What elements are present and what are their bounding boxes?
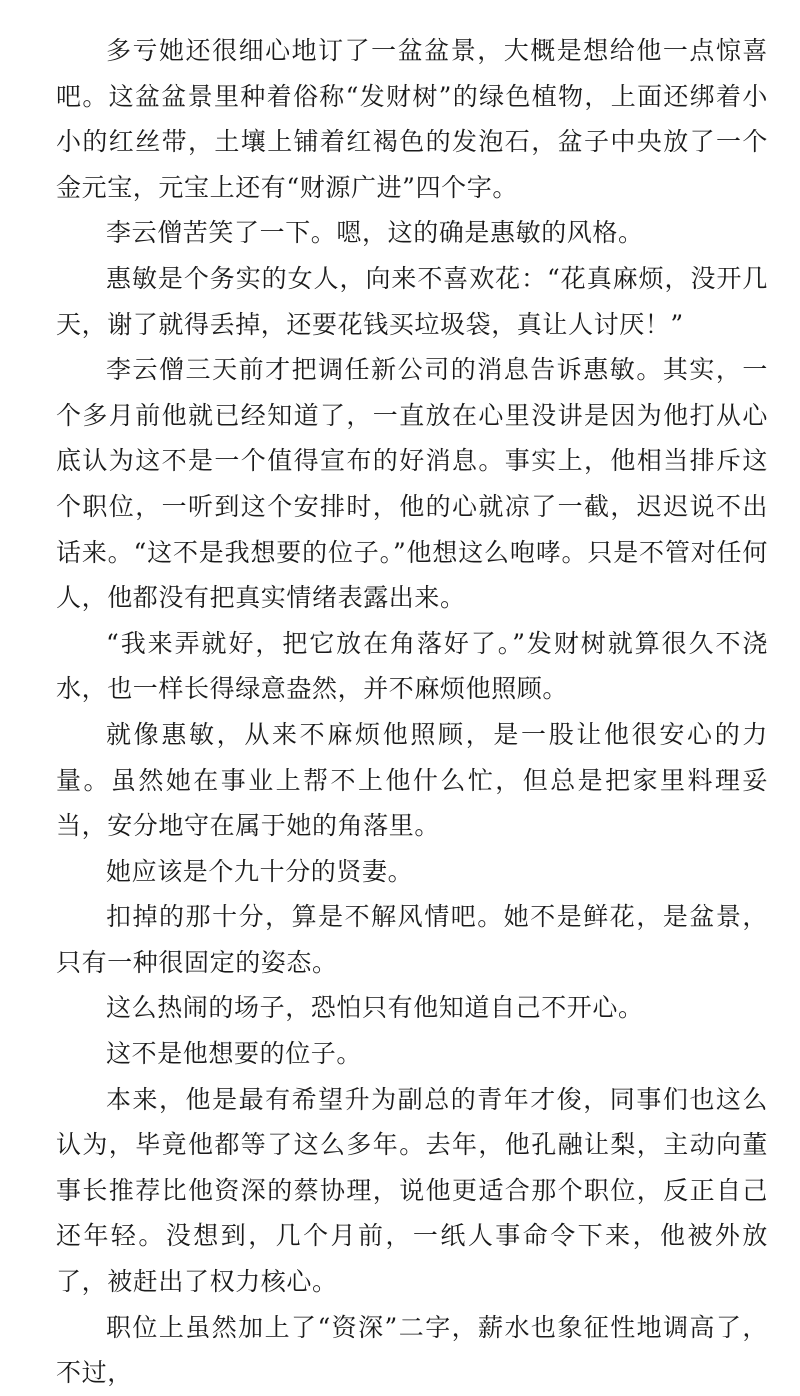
paragraph-8: 扣掉的那十分，算是不解风情吧。她不是鲜花，是盆景，只有一种很固定的姿态。 bbox=[56, 902, 768, 977]
paragraph-1: 多亏她还很细心地订了一盆盆景，大概是想给他一点惊喜吧。这盆盆景里种着俗称“发财树”的绿色植物，上面还绑着小小的红丝带，土壤上铺着红褐色的发泡石，盆子中央放了一个金元宝，元宝上还有“财源广进”四个字。 bbox=[56, 36, 768, 202]
paragraph-5: “我来弄就好，把它放在角落好了。”发财树就算很久不浇水，也一样长得绿意盎然，并不麻烦他照顾。 bbox=[56, 628, 768, 704]
paragraph-7: 她应该是个九十分的贤妻。 bbox=[106, 856, 414, 886]
paragraph-10: 这不是他想要的位子。 bbox=[106, 1039, 363, 1069]
paragraph-11: 本来，他是最有希望升为副总的青年才俊，同事们也这么认为，毕竟他都等了这么多年。去年，他孔融让梨，主动向董事长推荐比他资深的蔡协理，说他更适合那个职位，反正自己还年轻。没想到，几个月前，一纸人事命令下来，他被外放了，被赶出了权力核心。 bbox=[56, 1084, 768, 1297]
paragraph-4: 李云僧三天前才把调任新公司的消息告诉惠敏。其实，一个多月前他就已经知道了，一直放在心里没讲是因为他打从心底认为这不是一个值得宣布的好消息。事实上，他相当排斥这个职位，一听到这个安排时，他的心就凉了一截，迟迟说不出话来。“这不是我想要的位子。”他想这么咆哮。只是不管对任何人，他都没有把真实情绪表露出来。 bbox=[56, 355, 768, 613]
paragraph-2: 李云僧苦笑了一下。嗯，这的确是惠敏的风格。 bbox=[106, 218, 644, 248]
paragraph-6: 就像惠敏，从来不麻烦他照顾，是一股让他很安心的力量。虽然她在事业上帮不上他什么忙，但总是把家里料理妥当，安分地守在属于她的角落里。 bbox=[56, 719, 768, 841]
paragraph-9: 这么热闹的场子，恐怕只有他知道自己不开心。 bbox=[106, 993, 644, 1023]
body-text bbox=[56, 28, 768, 1396]
paragraph-3: 惠敏是个务实的女人，向来不喜欢花：“花真麻烦，没开几天，谢了就得丢掉，还要花钱买垃圾袋，真让人讨厌！” bbox=[56, 263, 768, 339]
paragraph-12: 职位上虽然加上了“资深”二字，薪水也象征性地调高了，不过， bbox=[56, 1312, 768, 1388]
